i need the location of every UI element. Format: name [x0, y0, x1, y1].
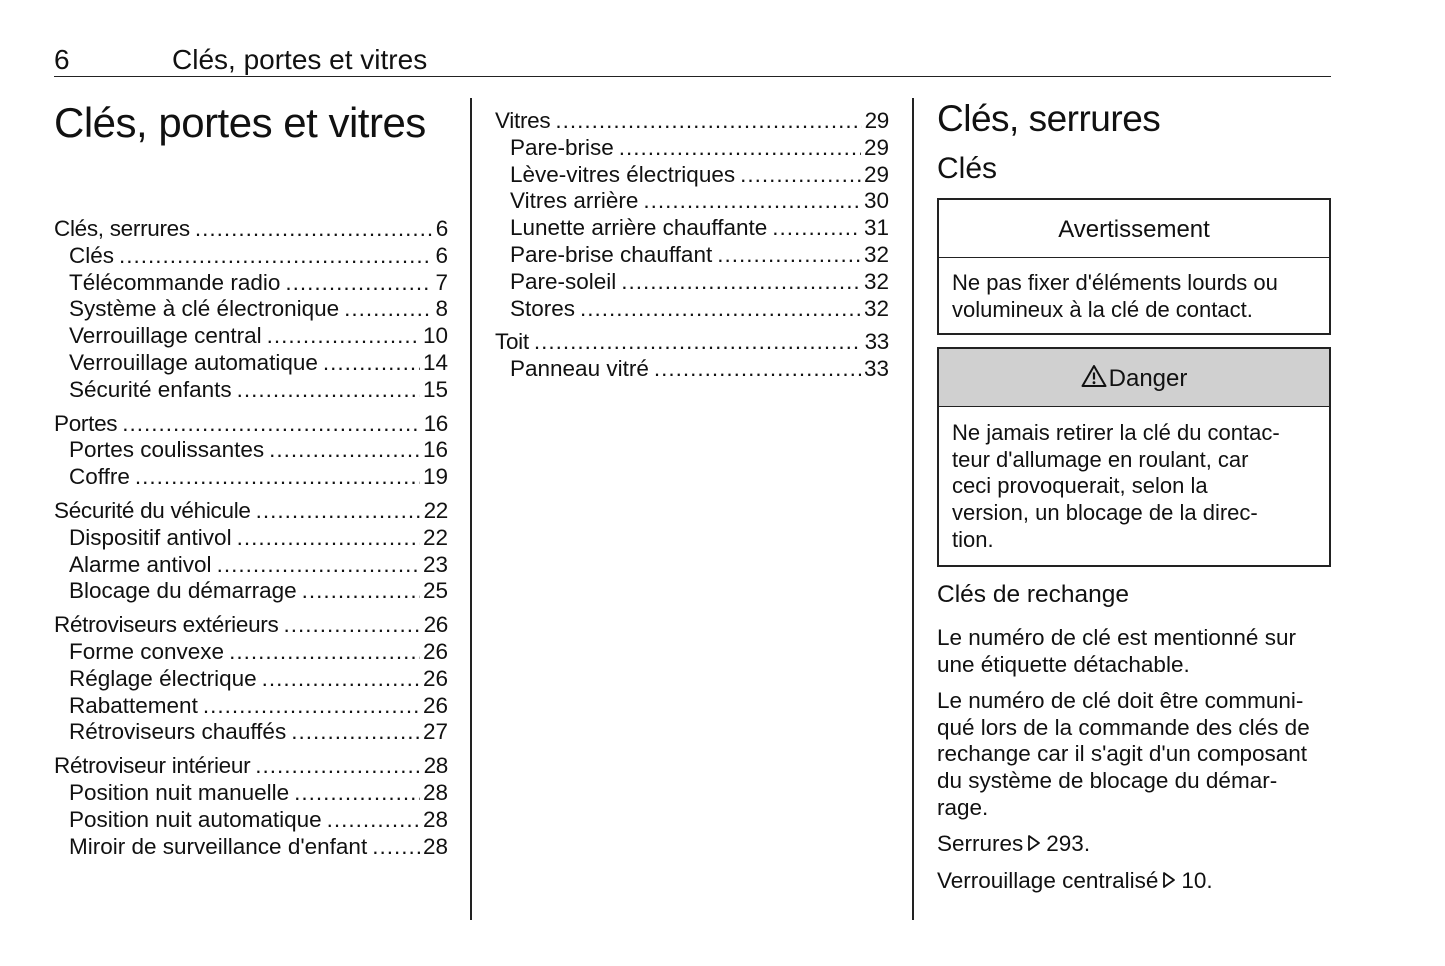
toc-entry[interactable]: Toit ..... 33: [495, 329, 889, 356]
toc-subentry[interactable]: Position nuit automatique ..... 28: [54, 807, 448, 834]
page-header: [54, 40, 1331, 77]
danger-text: Ne jamais retirer la clé du contac- teur d'allumage en roulant, car ceci provoquerait, selon la version, un blocage de la direc- tion.: [952, 420, 1280, 552]
toc-subentry[interactable]: Portes coulissantes ..... 16: [54, 437, 448, 464]
toc-subentry[interactable]: Verrouillage central ..... 10: [54, 323, 448, 350]
cross-reference[interactable]: Verrouillage centralisé 10.: [937, 868, 1331, 896]
column-divider: [470, 98, 472, 920]
toc-group: [495, 329, 889, 383]
warning-triangle-icon: [1081, 351, 1107, 411]
toc-entry[interactable]: Sécurité du véhicule ..... 22: [54, 498, 448, 525]
toc-subentry[interactable]: Sécurité enfants ..... 15: [54, 377, 448, 404]
content-column: [937, 96, 1331, 904]
toc-group: [54, 216, 448, 404]
toc-subentry[interactable]: Lève-vitres électriques ..... 29: [495, 162, 889, 189]
table-of-contents: [54, 216, 448, 860]
toc-entry[interactable]: Rétroviseurs extérieurs ..... 26: [54, 612, 448, 639]
chapter-title: Clés, portes et vitres: [54, 99, 426, 146]
running-title: Clés, portes et vitres: [172, 44, 428, 75]
toc-subentry[interactable]: Lunette arrière chauffante ..... 31: [495, 215, 889, 242]
toc-subentry[interactable]: Pare-brise chauffant ..... 32: [495, 242, 889, 269]
section-title: Clés, serrures: [937, 98, 1161, 139]
toc-subentry[interactable]: Position nuit manuelle ..... 28: [54, 780, 448, 807]
toc-subentry[interactable]: Stores ..... 32: [495, 296, 889, 323]
reference-arrow-icon: [1027, 832, 1041, 859]
danger-header: [939, 349, 1329, 407]
toc-subentry[interactable]: Pare-soleil ..... 32: [495, 269, 889, 296]
warning-text: Ne pas fixer d'éléments lourds ou volumineux à la clé de contact.: [952, 270, 1278, 322]
toc-subentry[interactable]: Blocage du démarrage ..... 25: [54, 578, 448, 605]
toc-subentry[interactable]: Rétroviseurs chauffés ..... 27: [54, 719, 448, 746]
toc-subentry[interactable]: Panneau vitré ..... 33: [495, 356, 889, 383]
cross-reference[interactable]: Serrures 293.: [937, 831, 1331, 859]
toc-subentry[interactable]: Réglage électrique ..... 26: [54, 666, 448, 693]
warning-box: [937, 198, 1331, 335]
page-number: 6: [54, 44, 70, 75]
toc-column-2: [495, 108, 889, 390]
toc-subentry[interactable]: Télécommande radio ..... 7: [54, 270, 448, 297]
toc-subentry[interactable]: Forme convexe ..... 26: [54, 639, 448, 666]
spare-keys-heading: Clés de rechange: [937, 581, 1130, 609]
reference-arrow-icon: [1162, 869, 1176, 896]
subsection-title: Clés: [937, 152, 998, 185]
toc-subentry[interactable]: Vitres arrière ..... 30: [495, 188, 889, 215]
toc-subentry[interactable]: Miroir de surveillance d'enfant ..... 28: [54, 834, 448, 861]
toc-subentry[interactable]: Verrouillage automatique ..... 14: [54, 350, 448, 377]
paragraph: Le numéro de clé doit être communi- qué lors de la commande des clés de rechange car il s'agit d'un composant du système de blocage du démar- rage.: [937, 687, 1310, 820]
danger-box: [937, 347, 1331, 567]
toc-subentry[interactable]: Dispositif antivol ..... 22: [54, 525, 448, 552]
toc-entry[interactable]: Rétroviseur intérieur ..... 28: [54, 753, 448, 780]
toc-subentry[interactable]: Clés ..... 6: [54, 243, 448, 270]
toc-entry[interactable]: Clés, serrures ..... 6: [54, 216, 448, 243]
toc-subentry[interactable]: Coffre ..... 19: [54, 464, 448, 491]
danger-heading: Danger: [1108, 365, 1188, 393]
toc-subentry[interactable]: Pare-brise ..... 29: [495, 135, 889, 162]
toc-group: [54, 411, 448, 491]
toc-subentry[interactable]: Système à clé électronique ..... 8: [54, 296, 448, 323]
toc-group: [54, 753, 448, 860]
toc-entry[interactable]: Vitres ..... 29: [495, 108, 889, 135]
toc-group: [54, 612, 448, 746]
column-divider: [912, 98, 914, 920]
toc-subentry[interactable]: Alarme antivol ..... 23: [54, 552, 448, 579]
toc-group: [495, 108, 889, 322]
warning-heading: Avertissement: [939, 200, 1329, 258]
toc-column-1: [54, 96, 448, 867]
paragraph: Le numéro de clé est mentionné sur une étiquette détachable.: [937, 625, 1296, 677]
toc-subentry[interactable]: Rabattement ..... 26: [54, 693, 448, 720]
toc-entry[interactable]: Portes ..... 16: [54, 411, 448, 438]
toc-group: [54, 498, 448, 605]
